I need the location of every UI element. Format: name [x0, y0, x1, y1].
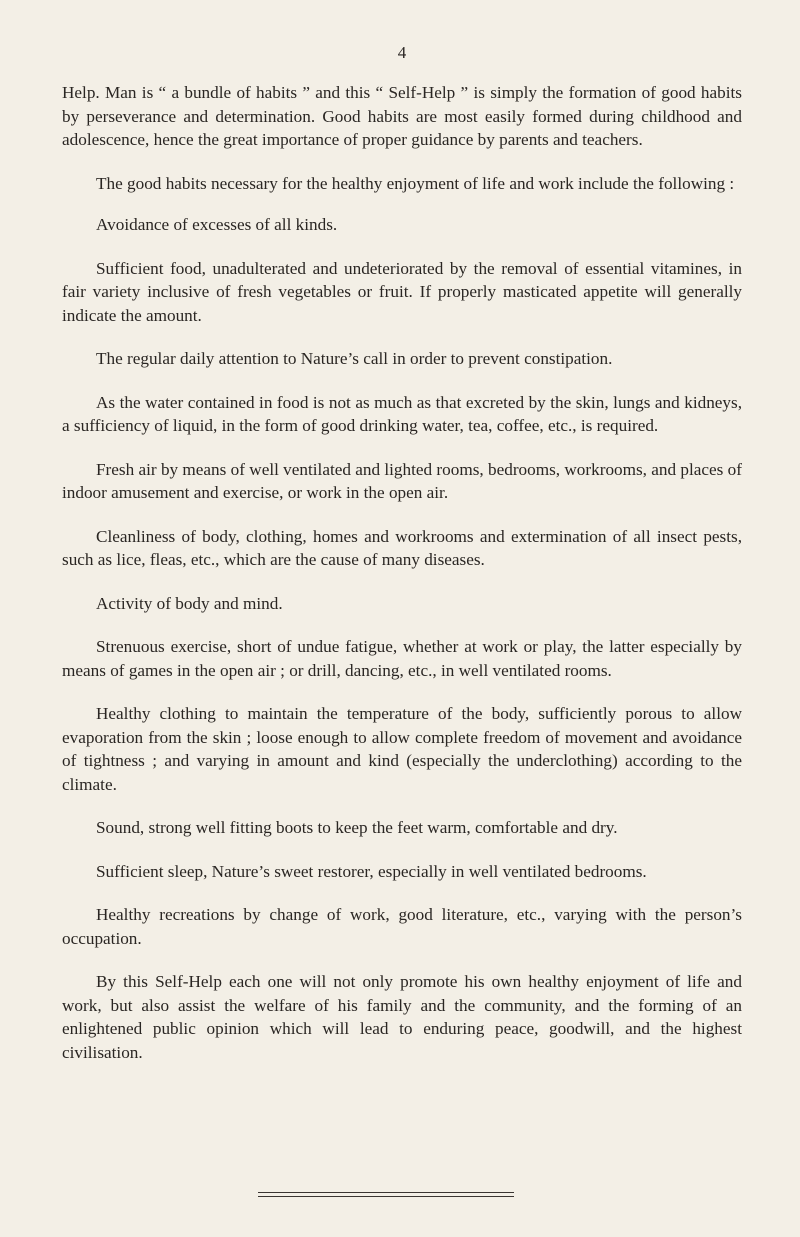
rule-line-top — [258, 1192, 514, 1193]
paragraph-liquid: As the water contained in food is not as much as that excreted by the skin, lungs and kidneys, a sufficiency of liquid, in the form of good drinking water, tea, coffee, etc., is required. — [62, 392, 742, 435]
paragraph-self-help-intro: Help. Man is “ a bundle of habits ” and this “ Self-Help ” is simply the formation of good habits by perseverance and determination. Good habits are most easily formed during childhood and adolescence, hence the great importance of proper guidance by parents and teachers. — [62, 83, 742, 149]
paragraph-activity: Activity of body and mind. — [96, 593, 283, 613]
document-page — [62, 44, 742, 1064]
paragraph-strenuous-exercise: Strenuous exercise, short of undue fatigue, whether at work or play, the latter especially by means of games in the open air ; or drill, dancing, etc., in well ventilated rooms. — [62, 637, 742, 680]
paragraph-healthy-clothing: Healthy clothing to maintain the temperature of the body, sufficiently porous to allow evaporation from the skin ; loose enough to allow complete freedom of movement and avoidance of tightness ; and varying in amount and kind (especially the underclothing) according to the climate. — [62, 704, 742, 794]
paragraph-natures-call: The regular daily attention to Nature’s call in order to prevent constipation. — [96, 349, 613, 368]
paragraph-habits-list-intro: The good habits necessary for the healthy enjoyment of life and work include the following : — [96, 173, 735, 193]
page-number: 4 — [397, 43, 407, 62]
closing-double-rule — [258, 1192, 514, 1200]
paragraph-boots: Sound, strong well fitting boots to keep the feet warm, comfortable and dry. — [96, 818, 618, 837]
paragraph-sleep: Sufficient sleep, Nature’s sweet restorer, especially in well ventilated bedrooms. — [96, 861, 647, 881]
paragraph-recreations: Healthy recreations by change of work, good literature, etc., varying with the person’s occupation. — [62, 905, 742, 948]
paragraph-cleanliness: Cleanliness of body, clothing, homes and workrooms and extermination of all insect pests, such as lice, fleas, etc., which are the cause of many diseases. — [62, 526, 742, 569]
paragraph-conclusion: By this Self-Help each one will not only promote his own healthy enjoyment of life and work, but also assist the welfare of his family and the community, and the forming of an enlightened public opinion which will lead to enduring peace, goodwill, and the highest civilisation. — [62, 972, 742, 1062]
rule-line-bottom — [258, 1196, 514, 1197]
paragraph-sufficient-food: Sufficient food, unadulterated and undeteriorated by the removal of essential vitamines, in fair variety inclusive of fresh vegetables or fruit. If properly masticated appetite will generally indicate the amount. — [62, 258, 742, 325]
paragraph-avoidance-excesses: Avoidance of excesses of all kinds. — [96, 215, 338, 234]
paragraph-fresh-air: Fresh air by means of well ventilated and lighted rooms, bedrooms, workrooms, and places of indoor amusement and exercise, or work in the open air. — [62, 459, 742, 502]
